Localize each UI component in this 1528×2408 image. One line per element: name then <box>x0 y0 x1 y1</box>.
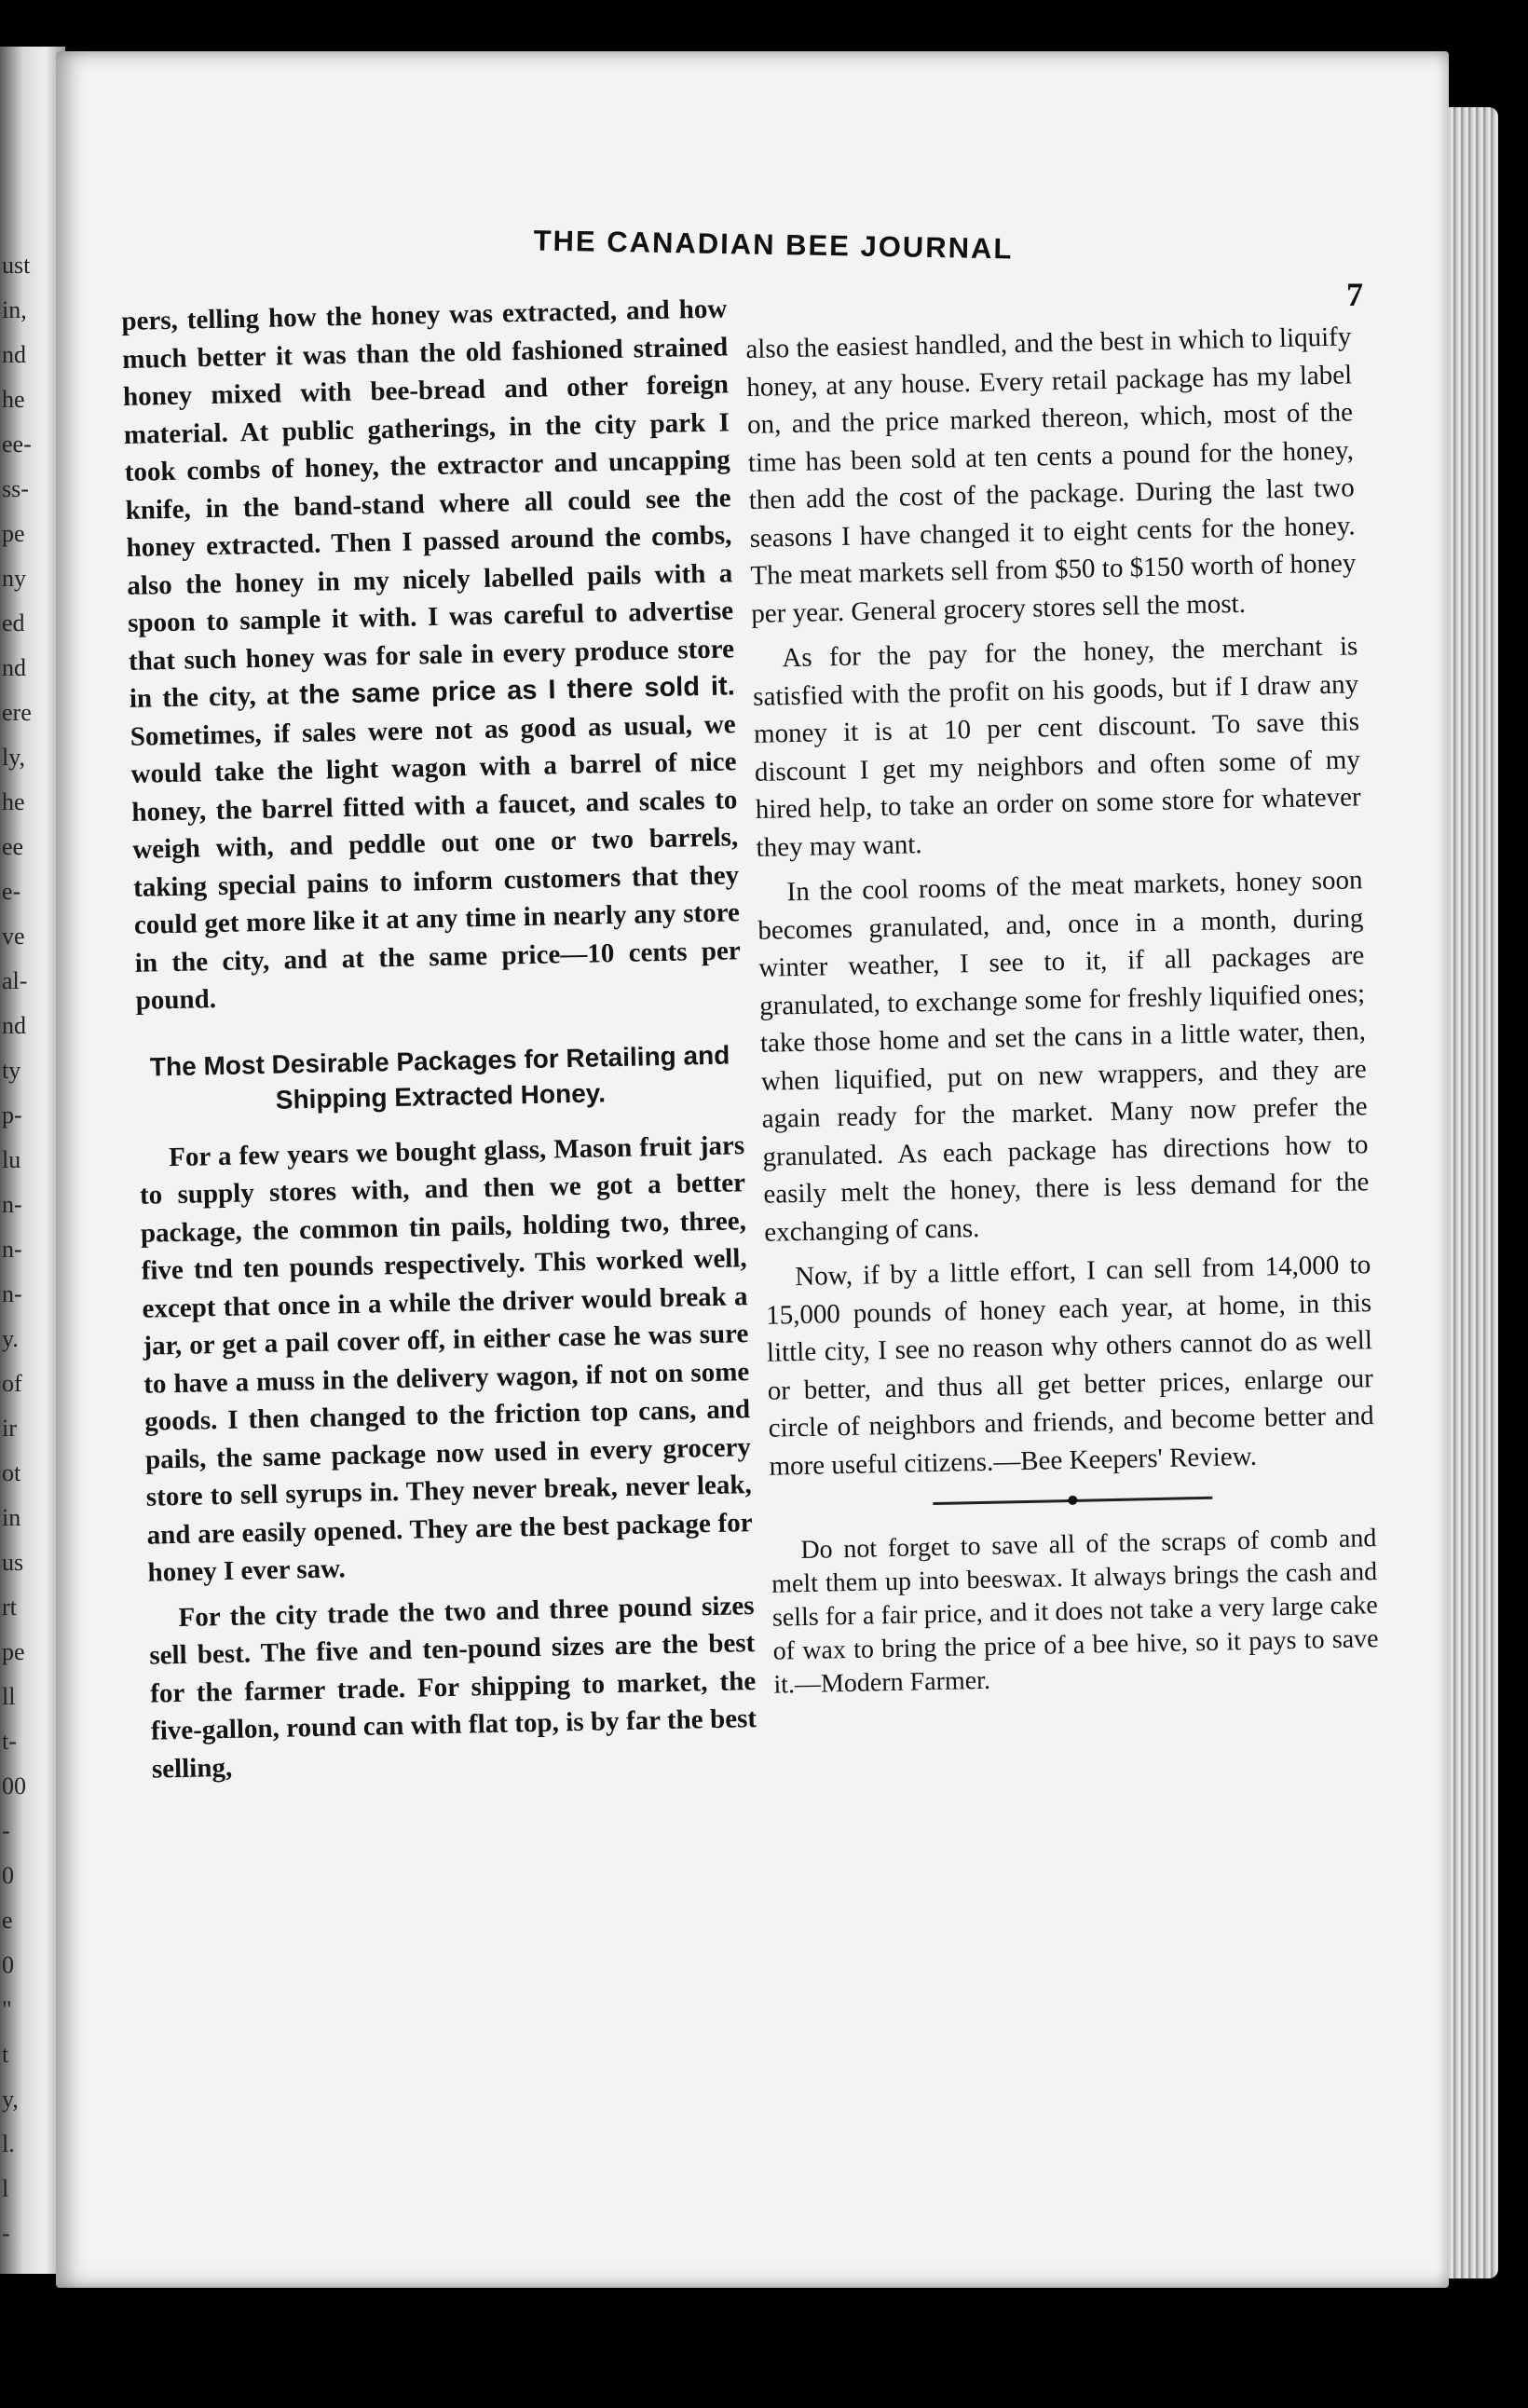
left-para-intro-emphasis: the same price as I there sold it. <box>299 671 736 711</box>
page-number: 7 <box>1346 276 1363 313</box>
facing-page-fragment: n- <box>2 1191 22 1218</box>
left-column <box>121 290 757 1795</box>
facing-page-fragment: ee- <box>2 431 32 458</box>
facing-page-fragment: ir <box>2 1415 17 1442</box>
facing-page-fragment: t- <box>2 1728 17 1755</box>
facing-page-fragment: he <box>2 386 25 413</box>
facing-page-fragment: y. <box>2 1325 19 1352</box>
facing-page-fragment: ere <box>2 699 32 726</box>
facing-page-fragment: " <box>2 1996 12 2023</box>
facing-page-fragment: ot <box>2 1459 21 1486</box>
facing-page-fragment: p- <box>2 1101 22 1129</box>
facing-page-fragment: he <box>2 788 25 815</box>
right-para-5: Do not forget to save all of the scraps of comb and melt them up into beeswax. It always brings the cash and sells for a fair price, and it does not take a very large cake of wax to bring the price of a bee hive, so it pays to save it.—Modern Farmer. <box>771 1524 1379 1700</box>
facing-page-fragment: al- <box>2 967 28 994</box>
facing-page-fragment: nd <box>2 1012 26 1039</box>
facing-page-fragment: lu <box>2 1146 21 1173</box>
facing-page-fragment: ty <box>2 1057 21 1084</box>
facing-page-fragment: y, <box>2 2086 19 2113</box>
right-column <box>745 318 1380 1709</box>
right-para-3: In the cool rooms of the meat markets, honey soon becomes granulated, and, once in a month, during winter weather, I see to it, if all packages are granulated, to exchange some for freshly liquified ones; take those home and set the cans in a little water, then, when liquified, put on new wrappers, and they are again ready for the market. Many now prefer the granulated. As each package has directions how to easily melt the honey, there is less demand for the exchanging of cans. <box>757 865 1370 1248</box>
facing-page-fragment: of <box>2 1370 22 1397</box>
left-para-3: For the city trade the two and three pound sizes sell best. The five and ten-pound sizes are the best for the farmer trade. For shipping to market, the five-gallon, round can with flat top, is by far the best selling, <box>149 1590 757 1785</box>
facing-page-fragment: pe <box>2 1638 25 1665</box>
divider-dot <box>1068 1496 1077 1505</box>
facing-page-fragment: in, <box>2 296 27 323</box>
facing-page-fragment: ss- <box>2 475 29 502</box>
left-para-intro-continued: Sometimes, if sales were not as good as usual, we would take the light wagon with a barrel of nice honey, the barrel fitted with a faucet, and scales to weigh with, and peddle out one or two barrels, taking special pains to inform customers that they could get more like it at any time in nearly any store in the city, and at the same price—10 cents per pound. <box>130 708 742 1016</box>
facing-page-fragment: rt <box>2 1594 17 1621</box>
running-head: THE CANADIAN BEE JOURNAL <box>533 224 1014 266</box>
facing-page-fragment: 00 <box>2 1772 26 1799</box>
facing-page-fragment: n- <box>2 1236 22 1263</box>
book-page <box>56 51 1449 2288</box>
facing-page-fragment: ust <box>2 252 31 279</box>
facing-page-fragment: ll <box>2 1683 16 1710</box>
right-para-4: Now, if by a little effort, I can sell from 14,000 to 15,000 pounds of honey each year, at home, in this little city, I see no reason why others cannot do as well or better, and thus all get better prices, enlarge our circle of neighbors and friends, and become better and more useful citizens.—Bee Keepers' Review. <box>765 1250 1374 1482</box>
facing-page-fragment: - <box>2 2220 10 2247</box>
section-divider <box>933 1497 1212 1505</box>
facing-page-fragment: nd <box>2 654 26 681</box>
right-para-2: As for the pay for the honey, the merchant is satisfied with the profit on his goods, but if I draw any money it is at 10 per cent discount. To save this discount I get my neighbors and often some of my hired help, to take an order on some store for whatever they may want. <box>752 631 1361 863</box>
section-heading: The Most Desirable Packages for Retailing and Shipping Extracted Honey. <box>149 1039 730 1115</box>
facing-page-fragment: 0 <box>2 1862 14 1889</box>
left-para-intro <box>121 290 742 1019</box>
facing-page-fragment: ee <box>2 833 24 860</box>
facing-page-fragment: ve <box>2 923 25 950</box>
facing-page-fragment: pe <box>2 520 25 547</box>
facing-page-fragment: l. <box>2 2130 15 2157</box>
facing-page-fragment: ny <box>2 565 26 592</box>
facing-page-fragment: us <box>2 1549 24 1576</box>
facing-page-fragment: 0 <box>2 1951 14 1978</box>
right-para-1: also the easiest handled, and the best in which to liquify honey, at any house. Every retail package has my label on, and the price marked thereon, which, most of the time has been sold at ten cents a pound for the honey, then add the cost of the package. During the last two seasons I have changed it to eight cents for the honey. The meat markets sell from $50 to $150 worth of honey per year. General grocery stores sell the most. <box>745 322 1357 629</box>
left-para-intro-text: pers, telling how the honey was extracted, and how much better it was than the old fashioned strained honey mixed with bee-bread and other foreign material. At public gatherings, in the city park I took combs of honey, the extractor and uncapping knife, in the band-stand where all could see the honey extracted. Then I passed around the combs, also the honey in my nicely labelled pails with a spoon to sample it with. I was careful to advertise that such honey was for sale in every produce store in the city, at <box>121 294 735 714</box>
facing-page-fragment: n- <box>2 1280 22 1307</box>
facing-page-fragment: ed <box>2 609 25 636</box>
facing-page-fragment: l <box>2 2175 9 2202</box>
facing-page-fragment: nd <box>2 341 26 368</box>
facing-page-fragment: t <box>2 2041 9 2068</box>
facing-page-fragment: ly, <box>2 744 26 771</box>
facing-page-fragment: - <box>2 1817 10 1844</box>
facing-page-fragment: e- <box>2 878 21 905</box>
facing-page-fragment: in <box>2 1504 21 1531</box>
left-para-2: For a few years we bought glass, Mason fruit jars to supply stores with, and then we got a better package, the common tin pails, holding two, three, five tnd ten pounds respectively. This worked well, except that once in a while the driver would break a jar, or get a pail cover off, in either case he was sure to have a muss in the delivery wagon, if not on some goods. I then changed to the friction top cans, and pails, the same package now used in every grocery store to sell syrups in. They never break, never leak, and are easily opened. They are the best package for honey I ever saw. <box>139 1129 753 1588</box>
facing-page-fragment: e <box>2 1907 13 1934</box>
